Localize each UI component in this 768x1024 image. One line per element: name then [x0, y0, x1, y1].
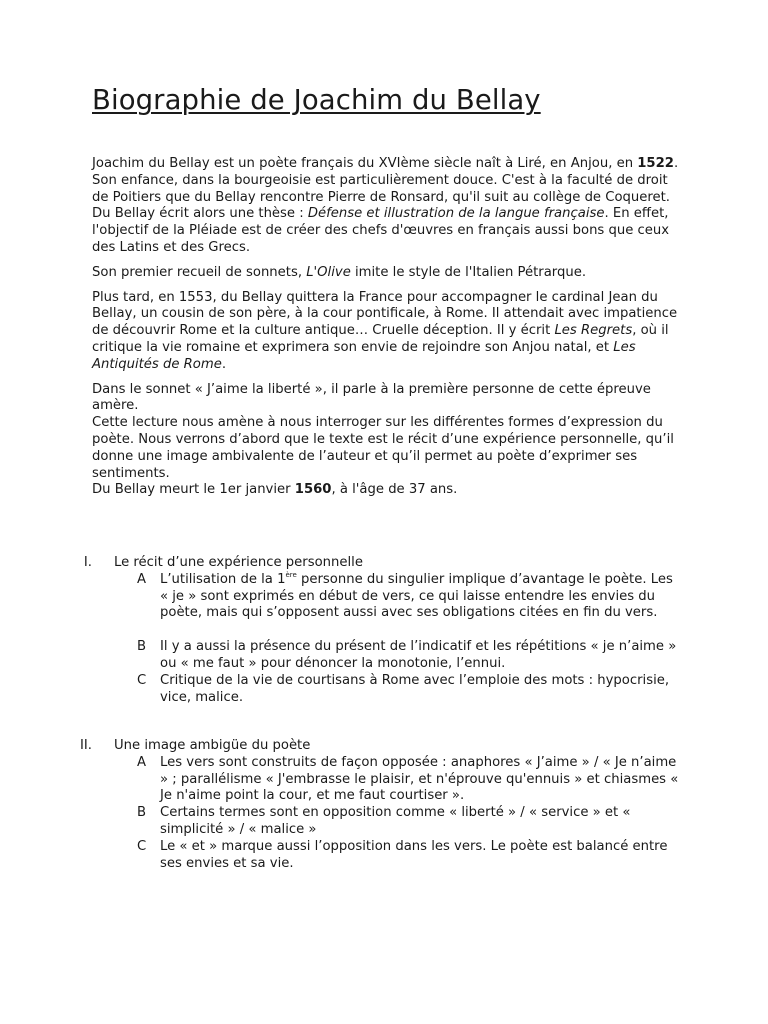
- text-run: Du Bellay meurt le 1er janvier: [92, 482, 295, 498]
- section-numeral: II.: [80, 738, 92, 753]
- paragraph-death: [92, 482, 682, 499]
- text-run: , à l'âge de 37 ans.: [331, 482, 458, 498]
- item-text: [160, 572, 680, 622]
- work-title: Les Antiquités de Rome: [92, 339, 636, 372]
- item-letter: C: [137, 839, 147, 854]
- section-numeral: I.: [83, 555, 92, 570]
- item-letter: B: [137, 805, 147, 820]
- text-run: , où il critique la vie romaine et exprimera son envie de rejoindre son Anjou natal, et: [92, 323, 669, 355]
- text-run: Joachim du Bellay est un poète français du XVIème siècle naît à Liré, en Anjou, en: [92, 156, 638, 171]
- work-title: L'Olive: [306, 264, 351, 280]
- paragraph-sonnet: Dans le sonnet « J’aime la liberté », il parle à la première personne de cette épreuve amère.: [92, 381, 651, 414]
- section-title: Une image ambigüe du poète: [114, 738, 311, 753]
- text-run: Son premier recueil de sonnets,: [92, 264, 307, 280]
- text-run: imite le style de l'Italien Pétrarque.: [350, 264, 587, 280]
- work-title: Défense et illustration de la langue française: [307, 206, 605, 222]
- item-text: Le « et » marque aussi l’opposition dans les vers. Le poète est balancé entre ses envies et sa vie.: [160, 839, 668, 871]
- item-letter: A: [137, 754, 147, 770]
- paragraph-problematic: Cette lecture nous amène à nous interroger sur les différentes formes d’expression du poète. Nous verrons d’abord que le texte est le récit d’une expérience personnelle, qu’il donne une image ambivalente de l’auteur et qu’il permet au poète d’exprimer ses sentiments.: [92, 415, 674, 481]
- text-run: personne du singulier implique d’avantage le poète. Les « je » sont exprimés en début de vers, ce qui laisse entendre les envies du poète, mais qui s’opposent aussi avec ses obligations citées en fin du vers.: [160, 571, 673, 621]
- birth-year: 1522: [637, 156, 674, 171]
- item-letter: B: [137, 639, 147, 654]
- work-title: Les Regrets: [554, 323, 633, 339]
- text-run: . En effet, l'objectif de la Pléiade est de créer des chefs d'œuvres en français aussi bons que ceux des Latins et des Grecs.: [92, 206, 670, 255]
- death-year: 1560: [294, 482, 332, 498]
- paragraph-olive: [92, 265, 682, 282]
- text-run: Plus tard, en 1553, du Bellay quittera la France pour accompagner le cardinal Jean du Bellay, un cousin de son père, à la cour pontificale, à Rome. Il attendait avec impatience de découvrir Rome et la culture antique… Cruelle déception. Il y écrit: [92, 289, 678, 339]
- text-run: .: [221, 356, 227, 372]
- paragraph-rome: [92, 290, 682, 374]
- introduction: [92, 156, 682, 499]
- text-run: . Son enfance, dans la bourgeoisie est particulièrement douce. C'est à la faculté de droit de Poitiers que du Bellay rencontre Pierre de Ronsard, qu'il suit au collège de Coqueret. Du Bellay écrit alors une thèse :: [92, 156, 679, 222]
- page-title: Biographie de Joachim du Bellay: [92, 84, 541, 116]
- section-title: Le récit d’une expérience personnelle: [114, 555, 363, 570]
- paragraph-birth: [92, 156, 682, 257]
- item-text: Il y a aussi la présence du présent de l’indicatif et les répétitions « je n’aime » ou « me faut » pour dénoncer la monotonie, l’ennui.: [160, 639, 677, 671]
- item-letter: C: [137, 673, 147, 688]
- item-letter: A: [137, 571, 147, 587]
- item-text: Les vers sont construits de façon opposée : anaphores « J’aime » / « Je n’aime » ; parallélisme « J'embrasse le plaisir, et n'éprouve qu'ennuis » et chiasmes « Je n'aime point la cour, et me faut courtiser ».: [160, 754, 679, 804]
- text-run: L’utilisation de la 1: [160, 571, 286, 587]
- item-text: Certains termes sont en opposition comme « liberté » / « service » et « simplicité » / « malice »: [160, 805, 631, 837]
- superscript: ère: [285, 570, 297, 579]
- item-text: Critique de la vie de courtisans à Rome avec l’emploie des mots : hypocrisie, vice, malice.: [160, 673, 670, 705]
